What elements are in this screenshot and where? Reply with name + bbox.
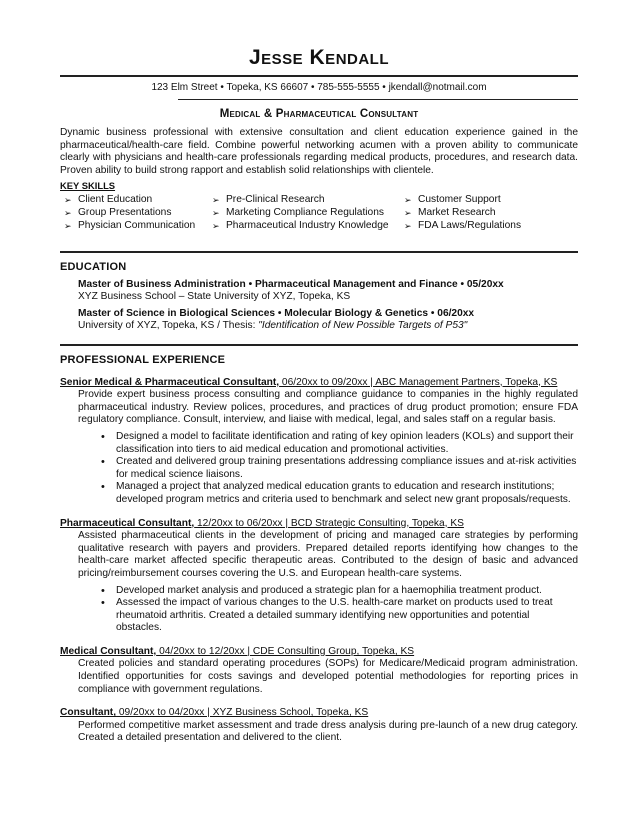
arrow-icon: ➢: [212, 220, 220, 231]
skill-item: ➢ Pre-Clinical Research: [212, 193, 325, 205]
arrow-icon: ➢: [64, 220, 72, 231]
skill-item: ➢ Customer Support: [404, 193, 501, 205]
bullet-item: • Developed market analysis and produced a strategic plan for a haemophilia treatment product.: [116, 585, 578, 598]
headline: Medical & Pharmaceutical Consultant: [219, 108, 419, 120]
education-section: [60, 261, 578, 333]
job-header: Senior Medical & Pharmaceutical Consultant, 06/20xx to 09/20xx | ABC Management Partners, Topeka, KS: [60, 376, 558, 388]
contact-rule: [178, 99, 578, 100]
experience-title: PROFESSIONAL EXPERIENCE: [60, 354, 226, 366]
degree-item: [78, 279, 578, 304]
skill-item: ➢ Marketing Compliance Regulations: [212, 206, 384, 218]
degree-item: [78, 308, 578, 333]
bullet-item: • Created and delivered group training presentations addressing compliance issues and at-risk activities for medical science liaisons.: [116, 456, 578, 481]
skills-list: [60, 194, 578, 232]
job-description: Assisted pharmaceutical clients in the development of pricing and managed care strategies by performing qualitative research with payers and providers. Prepared detailed reports identifying how changes to the health-care market affected specific therapeutic areas. Contributed to the design of basic and advanced pricing/reimbursement courses covering the U.S. and European health-care systems.: [78, 530, 578, 579]
bullet-item: • Designed a model to facilitate identification and rating of key opinion leaders (KOLs) and support their classification into tiers to aid medical education and promotional activities.: [116, 431, 578, 456]
experience-rule: [60, 344, 578, 346]
contact-line: 123 Elm Street • Topeka, KS 66607 • 785-555-5555 • jkendall@notmail.com: [151, 82, 487, 93]
summary-text: Dynamic business professional with extensive consultation and client education experience gained in the pharmaceutical/health-care field. Combine powerful networking acumen with a proven ability to communicate clearly with physicians and health-care professionals regarding medical products, procedures, and research data. Proven ability to build strong rapport and establish solid relationships with clientele.: [60, 127, 578, 176]
skill-item: ➢ Market Research: [404, 206, 496, 218]
skills-column-3: [398, 194, 574, 232]
degree-title: Master of Business Administration • Pharmaceutical Management and Finance • 05/20xx: [78, 278, 504, 290]
education-title: EDUCATION: [60, 261, 127, 273]
job-entry: [60, 707, 578, 745]
experience-section: [60, 354, 578, 745]
job-header: Consultant, 09/20xx to 04/20xx | XYZ Business School, Topeka, KS: [60, 707, 369, 719]
job-bullets: [60, 585, 578, 635]
summary-section: [60, 127, 578, 232]
arrow-icon: ➢: [404, 207, 412, 218]
bullet-item: • Managed a project that analyzed medical education grants to education and research institutions; developed program metrics and criteria used to benchmark and select new grant proposals/requests.: [116, 481, 578, 506]
degree-title: Master of Science in Biological Sciences • Molecular Biology & Genetics • 06/20xx: [78, 307, 475, 319]
job-entry: [60, 518, 578, 635]
skills-title: KEY SKILLS: [60, 180, 116, 192]
candidate-name: Jesse Kendall: [248, 46, 390, 69]
job-header: Medical Consultant, 04/20xx to 12/20xx | CDE Consulting Group, Topeka, KS: [60, 645, 415, 657]
job-description: Performed competitive market assessment and trade dress analysis during pre-launch of a new drug category. Created a detailed presentation and delivered to the client.: [78, 719, 578, 744]
job-bullets: [60, 431, 578, 507]
arrow-icon: ➢: [404, 194, 412, 205]
job-entry: [60, 646, 578, 696]
education-rule: [60, 251, 578, 253]
skill-item: ➢ Client Education: [64, 193, 153, 205]
skill-item: ➢ Physician Communication: [64, 219, 196, 231]
skill-item: ➢ FDA Laws/Regulations: [404, 219, 522, 231]
job-description: Created policies and standard operating procedures (SOPs) for Medicare/Medicaid program administration. Identified opportunities for costs savings and developed potential methodologies for reporting prices in compliance with government regulations.: [78, 658, 578, 695]
arrow-icon: ➢: [404, 220, 412, 231]
arrow-icon: ➢: [212, 207, 220, 218]
degree-school: University of XYZ, Topeka, KS / Thesis: "Identification of New Possible Targets of P53": [78, 320, 468, 332]
skill-item: ➢ Group Presentations: [64, 206, 172, 218]
thesis-title: "Identification of New Possible Targets of P53": [258, 320, 468, 332]
header-rule: [60, 75, 578, 77]
degree-school: XYZ Business School – State University of XYZ, Topeka, KS: [78, 291, 351, 303]
arrow-icon: ➢: [64, 207, 72, 218]
arrow-icon: ➢: [64, 194, 72, 205]
arrow-icon: ➢: [212, 194, 220, 205]
job-header: Pharmaceutical Consultant, 12/20xx to 06/20xx | BCD Strategic Consulting, Topeka, KS: [60, 517, 464, 529]
job-description: Provide expert business process consulting and compliance guidance to companies in the highly regulated pharmaceutical industry. Review polices, procedures, and practices of drug product promotion; ensure FDA regulatory compliance. Consult, interview, and liaise with medical, legal, and sales staff on a regular basis.: [78, 389, 578, 426]
skills-column-1: [60, 194, 204, 232]
skills-column-2: [204, 194, 398, 232]
bullet-item: • Assessed the impact of various changes to the U.S. health-care market on products used to treat rheumatoid arthritis. Created a detailed summary identifying new opportunities and potential obstacles.: [116, 597, 578, 635]
job-entry: [60, 377, 578, 507]
skill-item: ➢ Pharmaceutical Industry Knowledge: [212, 219, 389, 231]
